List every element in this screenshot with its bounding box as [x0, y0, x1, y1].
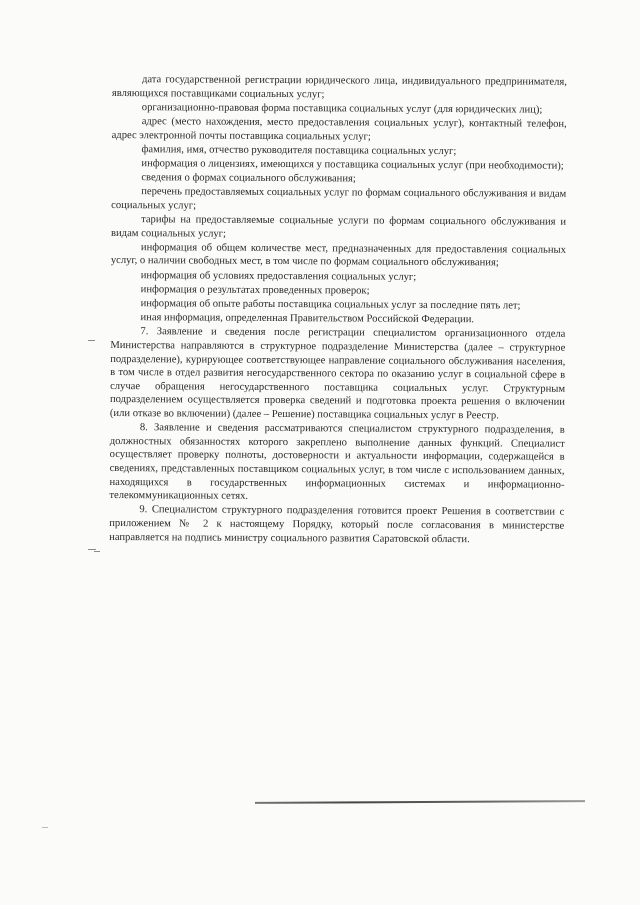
paragraph: 8. Заявление и сведения рассматриваются специалистом структурного подразделения, в должностных обязанностях которого закреплено выполнение данных функций. Специалист осуществляет проверку полноты, достоверности и актуальности информации, содержащейся в сведениях, представленных поставщиком социальных услуг, в том числе с использованием данных, находящихся в государственных информационных системах и информационно-телекоммуникационных сетях.: [109, 422, 565, 502]
scan-mark: [88, 340, 95, 341]
scan-mark: [88, 549, 96, 550]
paragraph: 7. Заявление и сведения после регистрации специалистом организационного отдела Министерства направляются в структурное подразделение Министерства (далее – структурное подразделение), курирующее соответствующее направление социального обслуживания населения, в том числе в отдел развития негосударственного сектора по оказанию услуг в социальной сфере в случае обращения негосударственного поставщика социальных услуг. Структурным подразделением осуществляется проверка сведений и подготовка проекта решения о включении (или отказе во включении) (далее – Решение) поставщика социальных услуг в Реестр.: [109, 326, 566, 422]
paragraph: информация о лицензиях, имеющихся у поставщика социальных услуг (при необходимости);: [141, 158, 564, 172]
paragraph: информация о результатах проведенных проверок;: [140, 284, 370, 297]
paragraph: тарифы на предоставляемые социальные услуги по формам социального обслуживания и видам социальных услуг;: [110, 214, 567, 240]
paragraph: информация об опыте работы поставщика социальных услуг за последние пять лет;: [140, 298, 521, 312]
paragraph: информация об условиях предоставления социальных услуг;: [140, 269, 417, 283]
paragraph: 9. Специалистом структурного подразделения готовится проект Решения в соответствии с приложением № 2 к настоящему Порядку, который после согласования в министерстве направляется на подпись министру социального развития Саратовской области.: [109, 504, 565, 545]
footer-rule: [255, 800, 585, 804]
document-body: [109, 73, 567, 547]
paragraph: дата государственной регистрации юридического лица, индивидуального предпринимателя, являющихся поставщиками социальных услуг;: [111, 74, 567, 100]
paragraph: сведения о формах социального обслуживания;: [141, 172, 356, 185]
paragraph: перечень предоставляемых социальных услуг по формам социального обслуживания и видам социальных услуг;: [111, 186, 567, 212]
scan-mark: [42, 827, 48, 828]
paragraph: иная информация, определенная Правительством Российской Федерации.: [140, 312, 475, 326]
paragraph: фамилия, имя, отчество руководителя поставщика социальных услуг;: [141, 143, 457, 157]
scan-mark: [94, 551, 100, 552]
paragraph: информация об общем количестве мест, предназначенных для предоставления социальных услуг, о наличии свободных мест, в том числе по формам социального обслуживания;: [110, 242, 566, 269]
paragraph: организационно-правовая форма поставщика социальных услуг (для юридических лиц);: [141, 101, 543, 116]
paragraph: адрес (место нахождения, место предоставления социальных услуг), контактный телефон, адрес электронной почты поставщика социальных услуг;: [111, 116, 567, 143]
